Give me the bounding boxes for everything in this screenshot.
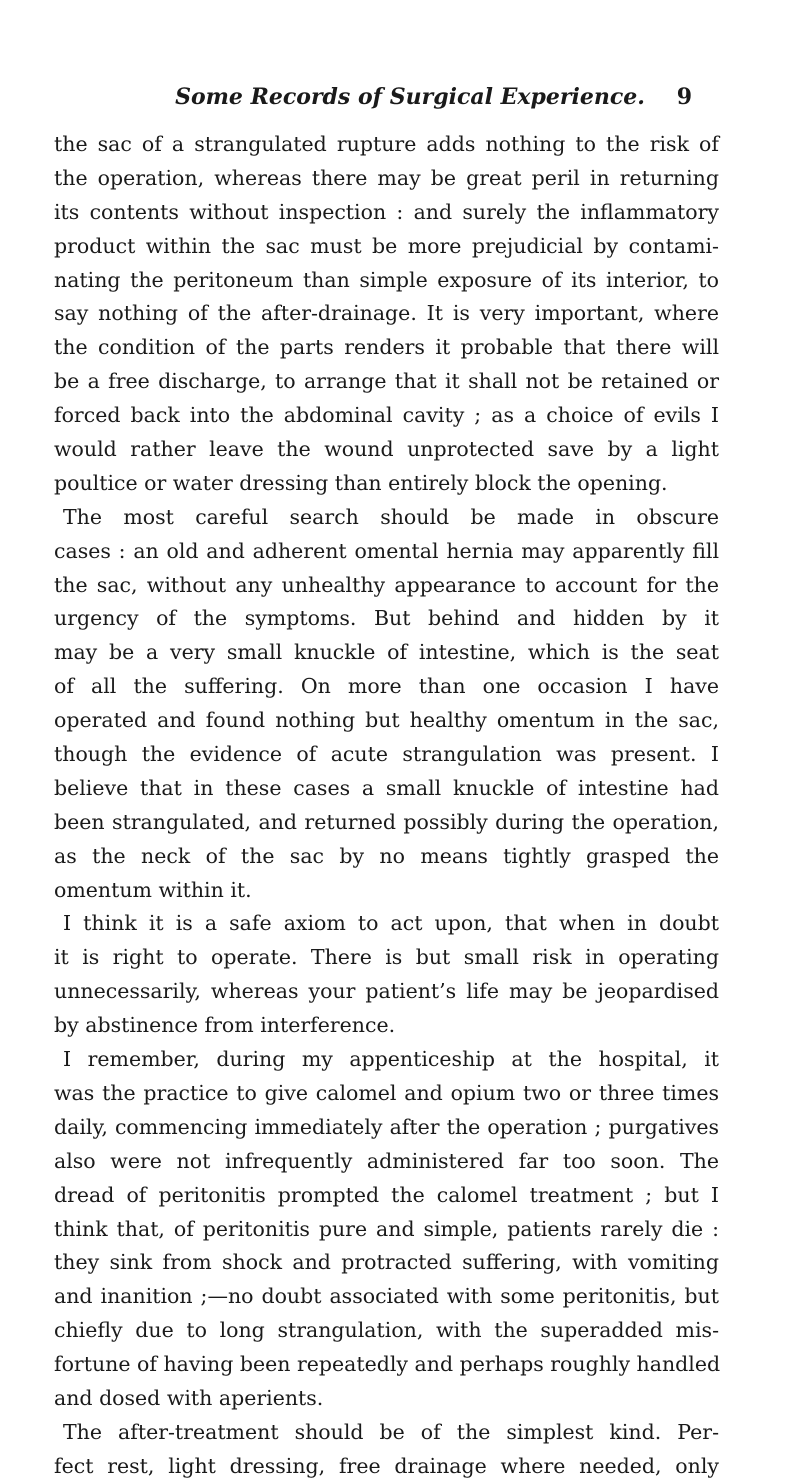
text-line: product within the sac must be more prejudicial by contami- [54, 233, 719, 258]
text-line: the sac of a strangulated rupture adds nothing to the risk of [54, 132, 719, 156]
text-line: would rather leave the wound unprotected save by a light [54, 437, 719, 462]
text-line: and dosed with aperients. [54, 1385, 324, 1410]
page-number: 9 [676, 84, 692, 110]
body-text [54, 128, 719, 1484]
text-line: they sink from shock and protracted suffering, with vomiting [54, 1250, 719, 1275]
text-line: the operation, whereas there may be great peril in returning [54, 165, 719, 190]
text-line: was the practice to give calomel and opium two or three times [54, 1080, 719, 1105]
text-line: and inanition ;—no doubt associated with some peritonitis, but [54, 1284, 719, 1309]
text-line: forced back into the abdominal cavity ; as a choice of evils I [54, 403, 719, 428]
text-line: I think it is a safe axiom to act upon, that when in doubt [63, 911, 719, 936]
text-line: also were not infrequently administered far too soon. The [54, 1148, 719, 1173]
text-line: chiefly due to long strangulation, with the superadded mis- [54, 1318, 719, 1343]
text-line: omentum within it. [54, 877, 252, 902]
text-line: poultice or water dressing than entirely block the opening. [54, 470, 668, 495]
text-line: though the evidence of acute strangulation was present. I [54, 742, 719, 767]
text-line: dread of peritonitis prompted the calomel treatment ; but I [54, 1182, 719, 1207]
text-line: I remember, during my appenticeship at the hospital, it [63, 1047, 719, 1072]
text-line: believe that in these cases a small knuckle of intestine had [54, 775, 719, 800]
text-line: it is right to operate. There is but small risk in operating [54, 945, 719, 970]
text-line: unnecessarily, whereas your patient’s life may be jeopardised [54, 979, 719, 1004]
text-line: of all the suffering. On more than one occasion I have [54, 674, 719, 699]
text-line: urgency of the symptoms. But behind and hidden by it [54, 606, 719, 631]
text-line: the condition of the parts renders it probable that there will [54, 335, 719, 360]
text-line: the sac, without any unhealthy appearance to account for the [54, 572, 719, 597]
page-header [0, 80, 800, 114]
text-line: its contents without inspection : and surely the inflammatory [54, 199, 719, 224]
text-line: cases : an old and adherent omental hernia may apparently fill [54, 538, 719, 563]
text-line: fect rest, light dressing, free drainage where needed, only [54, 1453, 719, 1478]
text-line: may be a very small knuckle of intestine, which is the seat [54, 640, 719, 665]
text-line: daily, commencing immediately after the operation ; purgatives [54, 1114, 719, 1139]
text-line: been strangulated, and returned possibly during the operation, [54, 809, 719, 834]
text-line: by abstinence from interference. [54, 1013, 396, 1038]
text-line: operated and found nothing but healthy omentum in the sac, [54, 708, 719, 733]
text-line: The after-treatment should be of the simplest kind. Per- [63, 1419, 719, 1444]
text-line: as the neck of the sac by no means tightly grasped the [54, 843, 719, 868]
running-head: Some Records of Surgical Experience. [175, 84, 645, 110]
text-line: be a free discharge, to arrange that it shall not be retained or [54, 369, 719, 394]
text-line: fortune of having been repeatedly and perhaps roughly handled [54, 1352, 721, 1377]
text-line: nating the peritoneum than simple exposure of its interior, to [54, 267, 719, 292]
text-line: think that, of peritonitis pure and simple, patients rarely die : [54, 1216, 719, 1241]
text-line: The most careful search should be made in obscure [63, 504, 719, 529]
text-line: say nothing of the after-drainage. It is very important, where [54, 301, 719, 326]
